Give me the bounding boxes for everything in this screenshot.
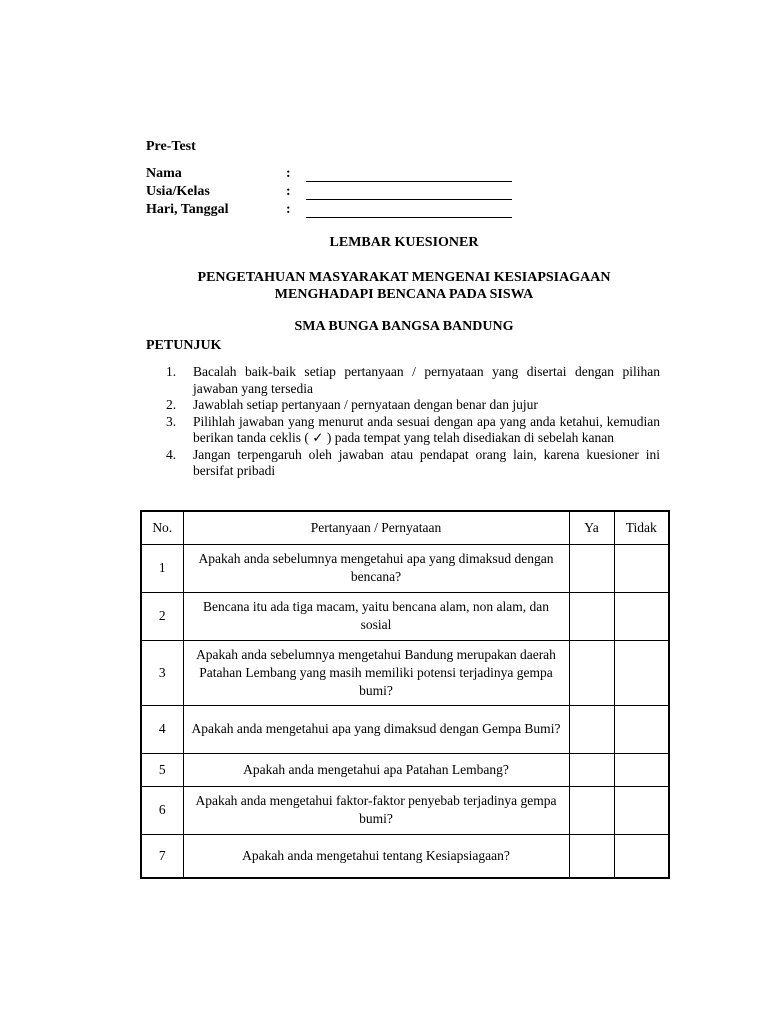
instruction-number: 2. — [166, 397, 177, 412]
row-question: Apakah anda mengetahui tentang Kesiapsiagaan? — [183, 834, 569, 878]
row-question: Apakah anda mengetahui faktor-faktor penyebab terjadinya gempa bumi? — [183, 786, 569, 834]
answer-no-cell[interactable] — [614, 640, 669, 705]
header-yes: Ya — [569, 511, 614, 544]
row-number: 1 — [141, 544, 183, 592]
table-row — [141, 753, 669, 786]
fill-in-line[interactable] — [306, 217, 512, 218]
instruction-item — [166, 397, 660, 414]
table-row — [141, 592, 669, 640]
instructions-list — [166, 364, 660, 480]
table-row — [141, 786, 669, 834]
field-label: Nama — [146, 166, 182, 181]
answer-no-cell[interactable] — [614, 834, 669, 878]
table-row — [141, 834, 669, 878]
row-question: Apakah anda sebelumnya mengetahui Bandung merupakan daerah Patahan Lembang yang masih memiliki potensi terjadinya gempa bumi? — [183, 640, 569, 705]
instruction-number: 3. — [166, 413, 177, 429]
table-header-row — [141, 511, 669, 544]
heading-title-line2: MENGHADAPI BENCANA PADA SISWA — [274, 287, 534, 302]
instruction-text: Pilihlah jawaban yang menurut anda sesuai dengan apa yang anda ketahui, kemudian berikan tanda ceklis ( ✓ ) pada tempat yang telah disediakan di sebelah kanan — [193, 413, 660, 445]
page-title: Pre-Test — [146, 139, 196, 154]
instruction-number: 1. — [166, 364, 177, 379]
answer-yes-cell[interactable] — [569, 786, 614, 834]
row-number: 4 — [141, 705, 183, 753]
row-question: Apakah anda mengetahui apa yang dimaksud dengan Gempa Bumi? — [183, 705, 569, 753]
answer-no-cell[interactable] — [614, 705, 669, 753]
row-question: Apakah anda sebelumnya mengetahui apa yang dimaksud dengan bencana? — [183, 544, 569, 592]
instruction-text: Jawablah setiap pertanyaan / pernyataan dengan benar dan jujur — [193, 397, 538, 412]
instruction-number: 4. — [166, 446, 177, 462]
answer-no-cell[interactable] — [614, 592, 669, 640]
field-colon: : — [286, 202, 291, 217]
answer-yes-cell[interactable] — [569, 592, 614, 640]
row-number: 2 — [141, 592, 183, 640]
heading-school: SMA BUNGA BANGSA BANDUNG — [294, 319, 514, 334]
answer-no-cell[interactable] — [614, 786, 669, 834]
row-question: Bencana itu ada tiga macam, yaitu bencana alam, non alam, dan sosial — [183, 592, 569, 640]
heading-title-line1: PENGETAHUAN MASYARAKAT MENGENAI KESIAPSIAGAAN — [197, 270, 611, 285]
row-number: 3 — [141, 640, 183, 705]
heading-lembar: LEMBAR KUESIONER — [329, 235, 479, 250]
field-nama — [146, 166, 526, 184]
header-no: No. — [141, 511, 183, 544]
answer-yes-cell[interactable] — [569, 705, 614, 753]
table-row — [141, 705, 669, 753]
fill-in-line[interactable] — [306, 199, 512, 200]
row-number: 6 — [141, 786, 183, 834]
instruction-text: Jangan terpengaruh oleh jawaban atau pendapat orang lain, karena kuesioner ini bersifat pribadi — [193, 446, 660, 478]
answer-yes-cell[interactable] — [569, 544, 614, 592]
instruction-item — [166, 364, 660, 397]
answer-yes-cell[interactable] — [569, 753, 614, 786]
answer-no-cell[interactable] — [614, 544, 669, 592]
field-usia-kelas — [146, 184, 526, 202]
answer-yes-cell[interactable] — [569, 640, 614, 705]
instruction-item — [166, 447, 660, 480]
header-question: Pertanyaan / Pernyataan — [183, 511, 569, 544]
fill-in-line[interactable] — [306, 181, 512, 182]
row-number: 5 — [141, 753, 183, 786]
row-question: Apakah anda mengetahui apa Patahan Lembang? — [183, 753, 569, 786]
row-number: 7 — [141, 834, 183, 878]
table-row — [141, 640, 669, 705]
field-label: Hari, Tanggal — [146, 202, 229, 217]
table-row — [141, 544, 669, 592]
instruction-item — [166, 414, 660, 447]
header-no-answer: Tidak — [614, 511, 669, 544]
questionnaire-table — [140, 510, 670, 879]
field-colon: : — [286, 184, 291, 199]
answer-yes-cell[interactable] — [569, 834, 614, 878]
answer-no-cell[interactable] — [614, 753, 669, 786]
field-hari-tanggal — [146, 202, 526, 220]
field-label: Usia/Kelas — [146, 184, 210, 199]
instruction-text: Bacalah baik-baik setiap pertanyaan / pernyataan yang disertai dengan pilihan jawaban yang tersedia — [193, 364, 660, 396]
field-colon: : — [286, 166, 291, 181]
instructions-title: PETUNJUK — [146, 338, 222, 353]
